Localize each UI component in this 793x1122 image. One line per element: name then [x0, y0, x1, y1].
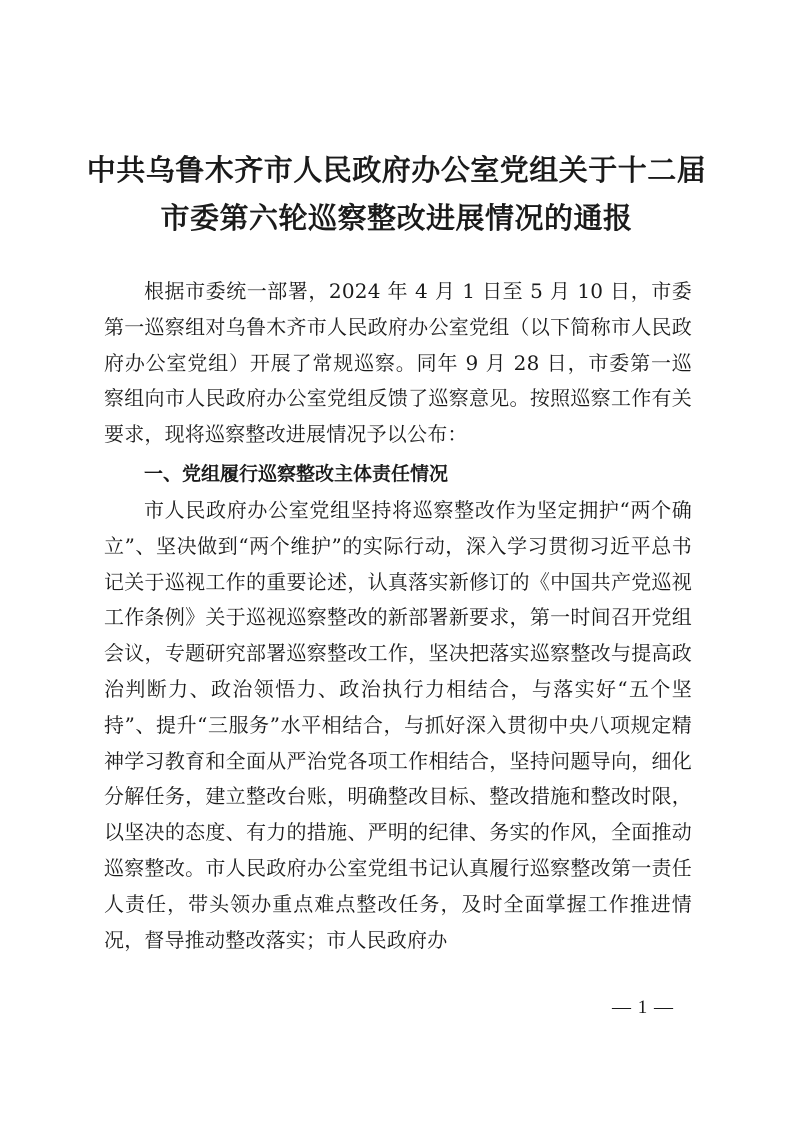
section-heading-1: 一、党组履行巡察整改主体责任情况 [144, 463, 449, 485]
page-number: — 1 — [612, 997, 674, 1018]
document-title-line-2: 市委第六轮巡察整改进展情况的通报 [160, 201, 633, 235]
document-title-line-1: 中共乌鲁木齐市人民政府办公室党组关于十二届 [86, 153, 707, 187]
body-paragraph-intro: 根据市委统一部署，2024 年 4 月 1 日至 5 月 10 日，市委第一巡察组对乌鲁木齐市人民政府办公室党组（以下简称市人民政府办公室党组）开展了常规巡察。同年 9 月 28 日，市委第一巡察组向市人民政府办公室党组反馈了巡察意见。按照巡察工作有关要求，现将巡察整改进展情况予以公布： [104, 279, 692, 447]
body-paragraph-section-1: 市人民政府办公室党组坚持将巡察整改作为坚定拥护“两个确立”、坚决做到“两个维护”的实际行动，深入学习贯彻习近平总书记关于巡视工作的重要论述，认真落实新修订的《中国共产党巡视工作条例》关于巡视巡察整改的新部署新要求，第一时间召开党组会议，专题研究部署巡察整改工作，坚决把落实巡察整改与提高政治判断力、政治领悟力、政治执行力相结合，与落实好“五个坚持”、提升“三服务”水平相结合，与抓好深入贯彻中央八项规定精神学习教育和全面从严治党各项工作相结合，坚持问题导向，细化分解任务，建立整改台账，明确整改目标、整改措施和整改时限，以坚决的态度、有力的措施、严明的纪律、务实的作风，全面推动巡察整改。市人民政府办公室党组书记认真履行巡察整改第一责任人责任，带头领办重点难点整改任务，及时全面掌握工作推进情况，督导推动整改落实；市人民政府办 [104, 498, 692, 952]
